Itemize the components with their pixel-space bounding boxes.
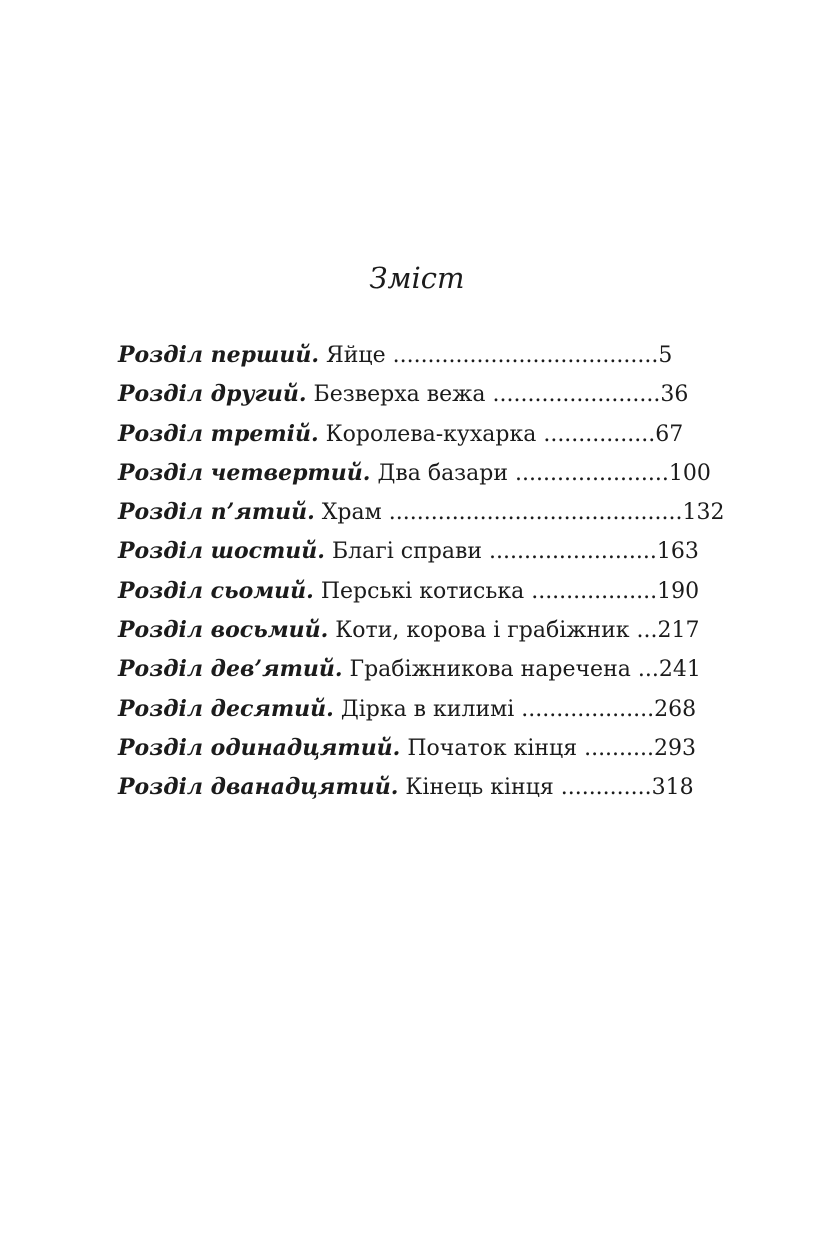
page-number: 36 [660,382,689,408]
page-number: 132 [682,500,725,526]
toc-list [118,336,725,808]
chapter-label: Розділ десятий. [118,695,334,722]
chapter-label: Розділ третій. [118,420,319,447]
toc-entry [118,650,718,689]
page-number: 5 [658,343,673,368]
toc-title: Зміст [369,261,465,295]
toc-entry [118,336,718,375]
toc-entry [118,729,718,768]
chapter-title: Грабіжникова наречена [349,657,631,683]
chapter-title: Безверха вежа [313,382,486,408]
dot-leader: ................ [543,421,656,447]
chapter-title: Два базари [377,460,509,486]
page-number: 190 [657,578,700,604]
chapter-label: Розділ перший. [118,342,319,368]
toc-entry [118,415,718,454]
dot-leader: ... [636,618,658,644]
toc-entry [118,375,718,414]
chapter-title: Дірка в килимі [340,696,515,722]
dot-leader: .................. [531,578,658,604]
toc-entry [118,572,718,611]
chapter-label: Розділ другий. [118,381,307,408]
chapter-label: Розділ п’ятий. [118,499,315,526]
page-number: 100 [668,460,711,486]
dot-leader: ...................... [515,460,669,486]
chapter-label: Розділ четвертий. [118,459,371,486]
dot-leader: .......................................... [388,500,683,526]
page-number: 241 [658,657,701,683]
toc-entry [118,690,718,729]
page-number: 163 [656,539,699,565]
page-number: 268 [654,696,697,722]
page-number: 293 [654,735,697,761]
toc-entry [118,532,718,571]
chapter-label: Розділ шостий. [118,538,325,565]
page-number: 67 [655,421,684,447]
chapter-title: Королева-кухарка [325,421,537,447]
dot-leader: ........................ [489,539,657,565]
dot-leader: ............. [560,775,652,801]
toc-entry [118,454,718,493]
chapter-title: Храм [321,500,382,526]
chapter-title: Кінець кінця [405,775,554,801]
chapter-title: Перські котиська [320,578,525,604]
page-number: 217 [657,618,700,644]
chapter-label: Розділ сьомий. [118,577,314,604]
chapter-label: Розділ восьмий. [118,617,329,644]
chapter-title: Початок кінця [407,735,578,761]
chapter-title: Коти, корова і грабіжник [335,618,630,644]
dot-leader: ................... [521,696,655,722]
chapter-label: Розділ одинадцятий. [118,734,401,761]
toc-entry [118,493,725,532]
chapter-title: Яйце [325,343,386,368]
dot-leader: .......... [584,735,655,761]
toc-entry [118,768,718,807]
chapter-title: Благі справи [331,539,482,565]
dot-leader: ........................ [492,382,661,408]
dot-leader: ...................................... [392,343,659,368]
dot-leader: ... [637,657,659,683]
toc-entry [118,611,718,650]
chapter-label: Розділ дванадцятий. [118,774,399,801]
page-number: 318 [651,775,694,801]
chapter-label: Розділ дев’ятий. [118,656,343,683]
